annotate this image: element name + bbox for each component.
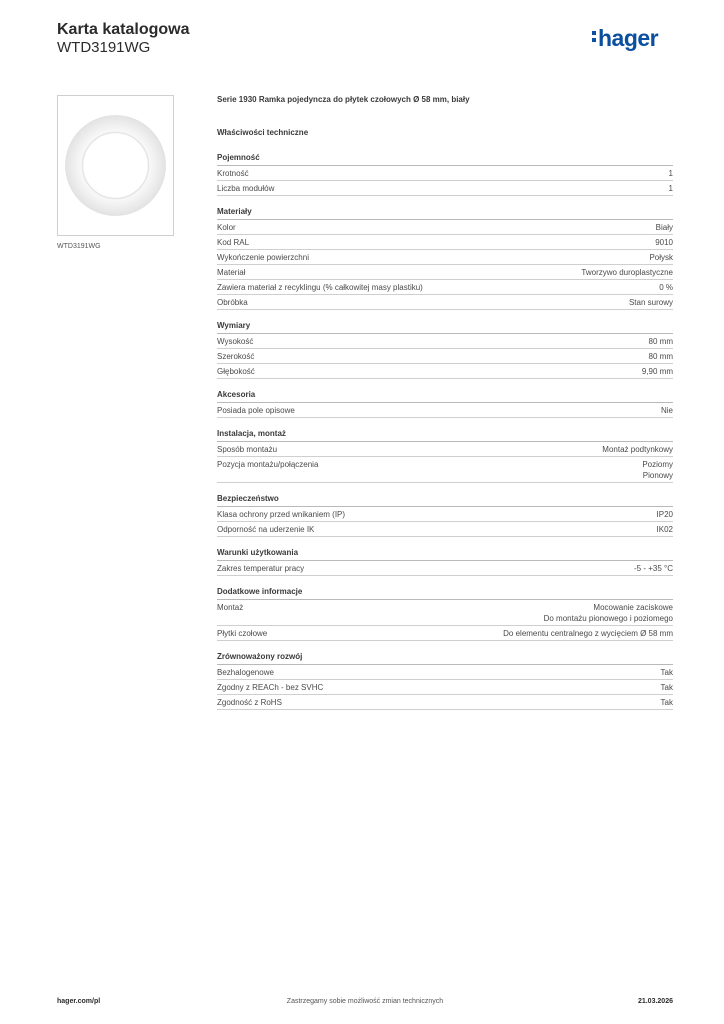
spec-label: Krotność (217, 169, 249, 178)
spec-value (642, 459, 673, 481)
spec-value-line: IP20 (656, 510, 673, 519)
spec-value-line: Tworzywo duroplastyczne (581, 268, 673, 277)
spec-label: Kod RAL (217, 238, 250, 247)
spec-row (217, 250, 673, 265)
spec-row (217, 626, 673, 641)
spec-value-line: Do elementu centralnego z wycięciem Ø 58 mm (503, 629, 673, 638)
spec-label: Klasa ochrony przed wnikaniem (IP) (217, 510, 346, 519)
spec-section (217, 321, 673, 379)
spec-row (217, 265, 673, 280)
spec-section (217, 207, 673, 310)
spec-value-line: Poziomy (642, 460, 673, 469)
spec-label: Zawiera materiał z recyklingu (% całkowitej masy plastiku) (217, 283, 423, 292)
spec-row (217, 280, 673, 295)
spec-content (217, 95, 673, 710)
spec-section (217, 548, 673, 576)
spec-value-line: 1 (668, 169, 673, 178)
spec-label: Głębokość (217, 367, 255, 376)
spec-label: Montaż (217, 603, 244, 612)
spec-label: Materiał (217, 268, 246, 277)
spec-value-line: 9,90 mm (641, 367, 673, 376)
spec-value-line: 9010 (655, 238, 673, 247)
section-title: Akcesoria (217, 390, 673, 403)
spec-label: Obróbka (217, 298, 248, 307)
spec-row (217, 349, 673, 364)
spec-label: Pozycja montażu/połączenia (217, 460, 319, 469)
spec-value-line: Tak (660, 698, 673, 707)
spec-section (217, 494, 673, 537)
spec-value (649, 252, 673, 263)
spec-value (657, 509, 673, 520)
spec-row (217, 181, 673, 196)
spec-row (217, 364, 673, 379)
spec-row (217, 522, 673, 537)
product-title: Serie 1930 Ramka pojedyncza do płytek czołowych Ø 58 mm, biały (217, 95, 470, 104)
spec-value-line: Tak (660, 683, 673, 692)
spec-value (544, 602, 673, 624)
spec-value (669, 183, 673, 194)
spec-value-line: Połysk (649, 253, 673, 262)
hager-logo (592, 26, 658, 56)
logo-dots-icon (592, 31, 596, 42)
spec-value-line: 80 mm (648, 352, 673, 361)
spec-row (217, 220, 673, 235)
spec-label: Kolor (217, 223, 236, 232)
header-title: Karta katalogowa (57, 21, 190, 38)
spec-row (217, 295, 673, 310)
spec-row (217, 403, 673, 418)
spec-value-line: 1 (668, 184, 673, 193)
spec-value-line: IK02 (656, 525, 673, 534)
spec-value-line: Mocowanie zaciskowe (593, 603, 673, 612)
product-image (57, 95, 174, 236)
spec-label: Liczba modułów (217, 184, 275, 193)
footer-website-link[interactable]: hager.com/pl (57, 998, 101, 1005)
logo-text: hager (598, 25, 659, 51)
spec-value-line: Do montażu pionowego i poziomego (543, 614, 673, 623)
spec-value (629, 297, 673, 308)
spec-label: Zakres temperatur pracy (217, 564, 305, 573)
spec-value-line: 80 mm (648, 337, 673, 346)
spec-section (217, 390, 673, 418)
spec-row (217, 665, 673, 680)
spec-row (217, 561, 673, 576)
spec-label: Bezhalogenowe (217, 668, 274, 677)
spec-section (217, 587, 673, 641)
spec-label: Posiada pole opisowe (217, 406, 295, 415)
product-code: WTD3191WG (57, 39, 151, 56)
spec-row (217, 334, 673, 349)
spec-value-line: Pionowy (642, 471, 673, 480)
spec-label: Zgodność z RoHS (217, 698, 282, 707)
spec-row (217, 600, 673, 626)
spec-label: Wykończenie powierzchni (217, 253, 309, 262)
technical-properties-heading: Właściwości techniczne (217, 128, 309, 137)
spec-value-line: 0 % (659, 283, 673, 292)
spec-value (649, 336, 673, 347)
spec-section (217, 429, 673, 483)
spec-label: Płytki czołowe (217, 629, 268, 638)
spec-value (649, 351, 673, 362)
spec-row (217, 166, 673, 181)
section-title: Instalacja, montaż (217, 429, 673, 442)
spec-value-line: Montaż podtynkowy (602, 445, 673, 454)
spec-value (602, 444, 673, 455)
spec-row (217, 442, 673, 457)
image-caption: WTD3191WG (57, 243, 101, 250)
spec-value-line: Tak (660, 668, 673, 677)
spec-sections (217, 153, 673, 710)
section-title: Warunki użytkowania (217, 548, 673, 561)
spec-label: Zgodny z REACh - bez SVHC (217, 683, 324, 692)
section-title: Materiały (217, 207, 673, 220)
spec-value (661, 697, 673, 708)
section-title: Bezpieczeństwo (217, 494, 673, 507)
spec-value (634, 563, 673, 574)
spec-value (581, 267, 673, 278)
spec-row (217, 680, 673, 695)
spec-value (669, 168, 673, 179)
spec-value-line: Nie (660, 406, 673, 415)
spec-label: Odporność na uderzenie IK (217, 525, 315, 534)
footer-notice: Zastrzegamy sobie możliwość zmian technicznych (286, 998, 444, 1005)
spec-section (217, 652, 673, 710)
spec-label: Wysokość (217, 337, 254, 346)
spec-value (503, 628, 673, 639)
spec-value-line: -5 - +35 °C (634, 564, 673, 573)
cover-frame-icon (63, 113, 168, 218)
spec-value (661, 405, 673, 416)
spec-value (656, 222, 673, 233)
spec-value (657, 524, 673, 535)
spec-label: Sposób montażu (217, 445, 278, 454)
spec-value (661, 667, 673, 678)
spec-value-line: Biały (655, 223, 673, 232)
spec-value (661, 682, 673, 693)
section-title: Pojemność (217, 153, 673, 166)
footer-date: 21.03.2026 (637, 998, 673, 1005)
spec-value (642, 366, 673, 377)
spec-row (217, 235, 673, 250)
spec-label: Szerokość (217, 352, 255, 361)
section-title: Wymiary (217, 321, 673, 334)
spec-value-line: Stan surowy (628, 298, 673, 307)
spec-row (217, 457, 673, 483)
section-title: Zrównoważony rozwój (217, 652, 673, 665)
section-title: Dodatkowe informacje (217, 587, 673, 600)
spec-section (217, 153, 673, 196)
spec-value (659, 282, 673, 293)
spec-row (217, 695, 673, 710)
spec-value (655, 237, 673, 248)
spec-row (217, 507, 673, 522)
